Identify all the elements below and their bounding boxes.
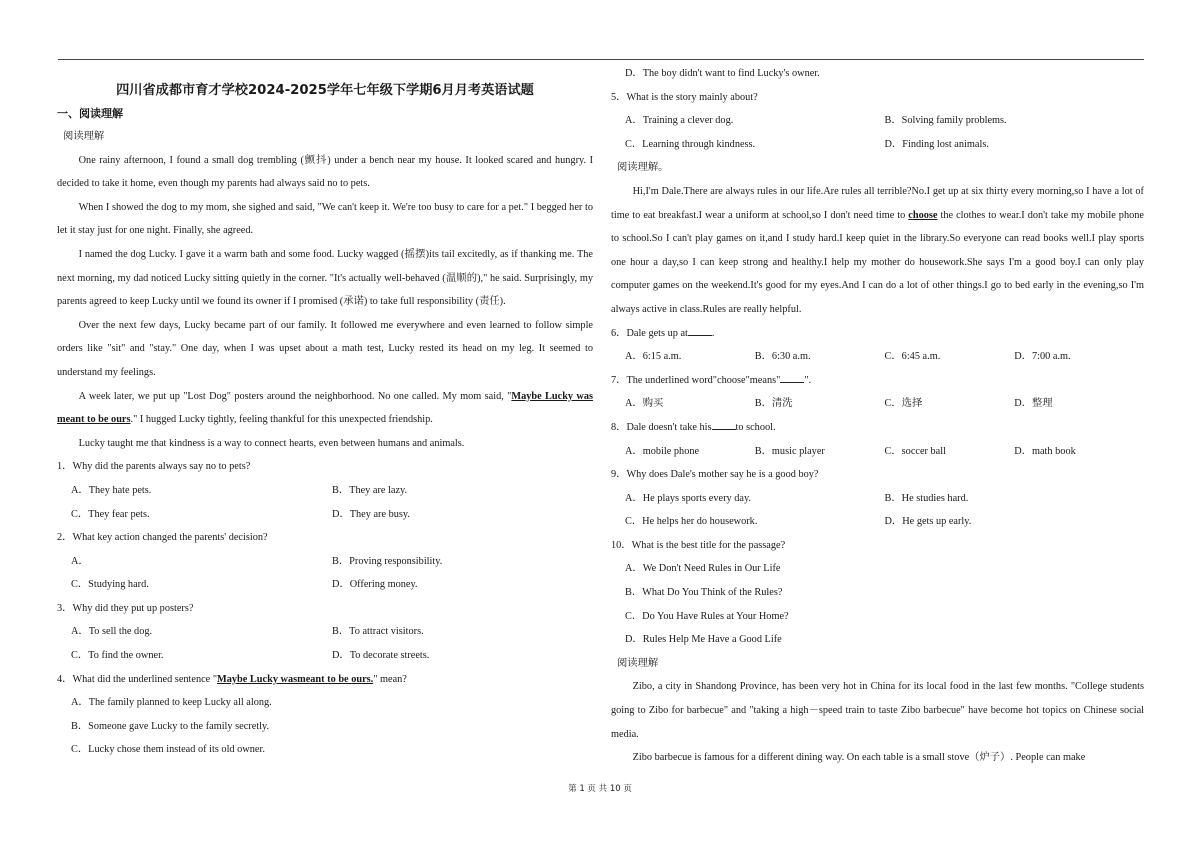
option[interactable]: C．soccer ball (884, 445, 946, 457)
passage-paragraph (611, 180, 1144, 322)
option[interactable]: B．Someone gave Lucky to the family secretly. (71, 720, 270, 732)
answer-blank (688, 324, 712, 336)
question-stem: 5．What is the story mainly about? (611, 91, 758, 103)
option[interactable]: A．mobile phone (625, 445, 700, 457)
options-row (57, 550, 593, 574)
options-row (611, 345, 1144, 369)
left-column (57, 62, 593, 762)
option[interactable]: B．He studies hard. (884, 492, 969, 504)
option[interactable]: C．He helps her do housework. (625, 516, 758, 528)
answer-blank (712, 418, 736, 430)
text-span: to school. (735, 421, 776, 433)
option[interactable]: C．Lucky chose them instead of its old owner. (71, 744, 265, 756)
passage-paragraph: One rainy afternoon, I found a small dog trembling (颤抖) under a bench near my house. It looked scared and hungry. I decided to take it home, even though my parents had always said no to pets. (57, 154, 593, 190)
option[interactable]: A．购买 (625, 398, 664, 410)
text-span: Hi,I'm Dale.There are always rules in our life.Are rules all terrible?No.I get up at six thirty every morning,so I have a lot of time to eat breakfast.I wear a uniform at school,so I don't need time to (611, 185, 1144, 221)
text-span: " mean? (373, 673, 407, 685)
option[interactable]: D．Offering money. (332, 579, 418, 591)
option[interactable]: B．6:30 a.m. (754, 351, 811, 363)
question-stem: 3．Why did they put up posters? (57, 602, 194, 614)
passage-paragraph: Zibo, a city in Shandong Province, has been very hot in China for its local food in the last few months. "College students going to Zibo for barbecue" and "taking a high－speed train to taste Zibo barbecue" have become hot topics on Chinese social media. (611, 681, 1144, 740)
option[interactable]: D．He gets up early. (884, 516, 972, 528)
question-stem: 2．What key action changed the parents' decision? (57, 532, 268, 544)
option[interactable]: C．They fear pets. (71, 508, 150, 520)
options-row (611, 392, 1144, 416)
options-row (611, 510, 1144, 534)
options-row (611, 487, 1144, 511)
options-row (57, 573, 593, 597)
option[interactable]: A．He plays sports every day. (625, 492, 752, 504)
options-row (611, 440, 1144, 464)
option[interactable]: D．Rules Help Me Have a Good Life (625, 634, 782, 646)
option[interactable]: D．整理 (1014, 398, 1053, 410)
question-stem: 1．Why did the parents always say no to pets? (57, 461, 251, 473)
option[interactable]: A．6:15 a.m. (625, 351, 682, 363)
passage-paragraph (57, 385, 593, 432)
text-span: 8．Dale doesn't take his (611, 421, 712, 433)
page-footer: 第 1 页 共 10 页 (568, 784, 632, 794)
underlined-word: choose (908, 209, 938, 221)
option[interactable]: A．The family planned to keep Lucky all along. (71, 697, 272, 709)
right-column (611, 62, 1144, 770)
option[interactable]: C．To find the owner. (71, 650, 164, 662)
option[interactable]: B．They are lazy. (332, 484, 408, 496)
question-stem: 10．What is the best title for the passage? (611, 539, 786, 551)
option[interactable]: C．Learning through kindness. (625, 138, 756, 150)
option[interactable]: B．清洗 (754, 398, 793, 410)
options-row (57, 620, 593, 644)
option[interactable]: B．Solving family problems. (884, 115, 1007, 127)
option[interactable]: B．Proving responsibility. (332, 555, 443, 567)
option[interactable]: A．They hate pets. (71, 484, 152, 496)
text-span: 7．The underlined word"choose"means" (611, 374, 781, 386)
answer-blank (780, 371, 804, 383)
text-span: ". (804, 374, 812, 386)
text-span: 6．Dale gets up at (611, 327, 688, 339)
option[interactable]: B．music player (754, 445, 825, 457)
option[interactable]: C．选择 (884, 398, 923, 410)
option[interactable]: D．7:00 a.m. (1014, 351, 1071, 363)
option[interactable]: C．Do You Have Rules at Your Home? (625, 610, 789, 622)
option[interactable]: B．What Do You Think of the Rules? (625, 587, 783, 599)
question-stem (611, 322, 1144, 346)
option[interactable]: A．We Don't Need Rules in Our Life (625, 563, 781, 575)
option[interactable]: D．math book (1014, 445, 1076, 457)
options-row (611, 133, 1144, 157)
passage-paragraph: I named the dog Lucky. I gave it a warm bath and some food. Lucky wagged (摇摆)its tail excitedly, as if thanking me. The next morning, my dad noticed Lucky sitting quietly in the corner. "It's actually well-behaved (温顺的)," he said. Surprisingly, my parents agreed to keep Lucky until we found its owner if I promised (承诺) to take full responsibility (责任). (57, 248, 593, 308)
text-span: the clothes to wear.I don't take my mobile phone to school.So I can't play games on it,and I study hard.I keep quiet in the library.So everyone can read books well.I play sports one hour a day,so I can keep strong and healthy.I help my mother do housework.She says I'm a good boy.I can only play computer games on the weekend.It's good for my eyes.And I can do a lot of other things.I go to bed early in the evening,so I'm always active in class.Rules are really helpful. (611, 209, 1144, 315)
text-span: 4．What did the underlined sentence " (57, 673, 218, 685)
text-span: . (711, 327, 715, 339)
options-row (57, 644, 593, 668)
passage-paragraph: Zibo barbecue is famous for a different dining way. On each table is a small stove（炉子）. People can make (632, 752, 1086, 764)
passage-tag: 阅读理解。 (617, 162, 669, 174)
option[interactable]: C．Studying hard. (71, 579, 149, 591)
options-row (57, 479, 593, 503)
section-heading: 一、阅读理解 (57, 107, 123, 120)
passage-tag: 阅读理解 (63, 131, 105, 142)
underlined-sentence: Maybe Lucky wasmeant to be ours. (217, 673, 374, 685)
question-stem (611, 416, 1144, 440)
question-stem (57, 668, 593, 692)
option[interactable]: C．6:45 a.m. (884, 351, 941, 363)
option[interactable]: D．The boy didn't want to find Lucky's owner. (625, 68, 820, 79)
passage-paragraph: When I showed the dog to my mom, she sighed and said, "We can't keep it. We're too busy to care for a pet." I begged her to let it stay just for one night. Finally, she agreed. (57, 201, 593, 237)
header-rule (58, 59, 1144, 60)
underlined-sentence: Maybe Lucky was meant to be ours (57, 390, 594, 426)
passage-paragraph: Over the next few days, Lucky became part of our family. It followed me everywhere and even learned to follow simple orders like "sit" and "stay." One day, when I was upset about a math test, Lucky rested its head on my leg. It seemed to understand my feelings. (57, 319, 593, 378)
exam-title: 四川省成都市育才学校2024-2025学年七年级下学期6月月考英语试题 (116, 83, 534, 98)
question-stem: 9．Why does Dale's mother say he is a good boy? (611, 469, 819, 481)
passage-paragraph: Lucky taught me that kindness is a way to connect hearts, even between humans and animals. (78, 437, 465, 449)
option[interactable]: D．To decorate streets. (332, 650, 430, 662)
option[interactable]: A．To sell the dog. (71, 626, 153, 638)
text-span: A week later, we put up "Lost Dog" posters around the neighborhood. No one called. My mom said, " (78, 390, 512, 402)
option[interactable]: D．They are busy. (332, 508, 410, 520)
passage-tag: 阅读理解 (617, 657, 659, 669)
option[interactable]: B．To attract visitors. (332, 626, 424, 638)
options-row (57, 503, 593, 527)
option[interactable]: A． (71, 555, 89, 567)
option[interactable]: A．Training a clever dog. (625, 115, 734, 127)
text-span: ." I hugged Lucky tightly, feeling thankful for this unexpected friendship. (130, 414, 433, 426)
options-row (611, 109, 1144, 133)
question-stem (611, 369, 1144, 393)
option[interactable]: D．Finding lost animals. (884, 138, 989, 150)
